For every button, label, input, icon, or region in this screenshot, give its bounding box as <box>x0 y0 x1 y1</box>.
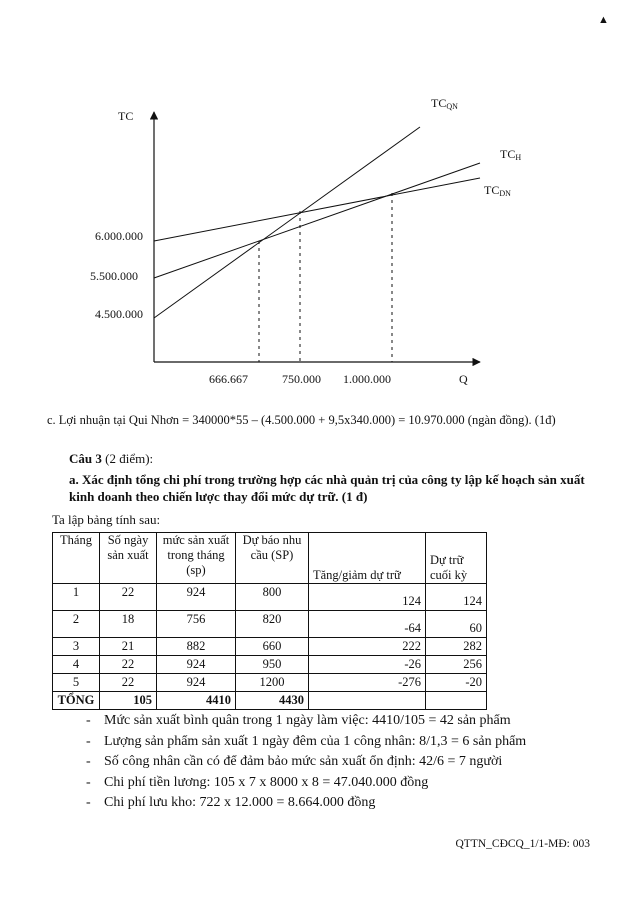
cell-forecast: 950 <box>236 656 309 674</box>
table-row <box>53 656 487 674</box>
total-forecast: 4430 <box>236 692 309 710</box>
cell-forecast: 1200 <box>236 674 309 692</box>
x-axis-label: Q <box>459 372 468 386</box>
th-production: mức sản xuất trong tháng (sp) <box>157 533 236 584</box>
footer-code: QTTN_CĐCQ_1/1-MĐ: 003 <box>455 838 590 850</box>
cell-forecast: 820 <box>236 611 309 638</box>
cell-month: 1 <box>53 584 100 611</box>
label-tc-qn: TCQN <box>431 96 458 111</box>
cell-month: 4 <box>53 656 100 674</box>
list-item: - Mức sản xuất bình quân trong 1 ngày làm việc: 4410/105 = 42 sản phẩm <box>86 711 526 732</box>
cell-end-stock: -20 <box>426 674 487 692</box>
list-item: - Số công nhân cần có để đảm bảo mức sản xuất ổn định: 42/6 = 7 người <box>86 752 526 773</box>
cell-end-stock: 124 <box>426 584 487 611</box>
cell-end-stock: 256 <box>426 656 487 674</box>
total-label: TỔNG <box>53 692 100 710</box>
cell-production: 924 <box>157 584 236 611</box>
list-item: - Chi phí lưu kho: 722 x 12.000 = 8.664.000 đồng <box>86 793 526 814</box>
table-header-row <box>53 533 487 584</box>
total-days: 105 <box>100 692 157 710</box>
th-month: Tháng <box>53 533 100 584</box>
line-tc-h <box>154 163 480 278</box>
profit-line: c. Lợi nhuận tại Qui Nhơn = 340000*55 – (4.500.000 + 9,5x340.000) = 10.970.000 (ngàn đồng). (1đ) <box>47 413 556 427</box>
label-tc-h: TCH <box>500 147 522 162</box>
th-end-stock: Dự trữ cuối kỳ <box>426 533 487 584</box>
cell-month: 3 <box>53 638 100 656</box>
cell-forecast: 800 <box>236 584 309 611</box>
y-tick-6000000: 6.000.000 <box>95 229 143 243</box>
inventory-table <box>52 532 487 710</box>
table-row <box>53 584 487 611</box>
cell-production: 924 <box>157 674 236 692</box>
cell-days: 21 <box>100 638 157 656</box>
total-production: 4410 <box>157 692 236 710</box>
calculation-list <box>86 711 526 814</box>
table-intro: Ta lập bảng tính sau: <box>52 512 161 527</box>
part-a-text: a. Xác định tổng chi phí trong trường hợp các nhà quản trị của công ty lập kế hoạch sản xuất kinh doanh theo chiến lược thay đổi mức dự trữ. (1 đ) <box>69 472 585 504</box>
cell-production: 882 <box>157 638 236 656</box>
th-change: Tăng/giảm dự trữ <box>309 533 426 584</box>
total-change <box>309 692 426 710</box>
y-tick-5500000: 5.500.000 <box>90 269 138 283</box>
line-tc-qn <box>154 127 420 318</box>
question-title: Câu 3 (2 điểm): <box>69 451 154 466</box>
cell-month: 5 <box>53 674 100 692</box>
corner-mark: ▲ <box>598 14 609 26</box>
list-item: - Lượng sản phẩm sản xuất 1 ngày đêm của 1 công nhân: 8/1,3 = 6 sản phẩm <box>86 732 526 753</box>
table-row <box>53 611 487 638</box>
x-tick-750000: 750.000 <box>282 372 321 386</box>
cell-change: 222 <box>309 638 426 656</box>
table-row <box>53 638 487 656</box>
th-days: Số ngày sản xuất <box>100 533 157 584</box>
table-row <box>53 674 487 692</box>
y-axis-label: TC <box>118 109 134 123</box>
cell-days: 22 <box>100 674 157 692</box>
cell-change: -276 <box>309 674 426 692</box>
cell-forecast: 660 <box>236 638 309 656</box>
cell-change: -64 <box>309 611 426 638</box>
cell-change: 124 <box>309 584 426 611</box>
cell-production: 756 <box>157 611 236 638</box>
cell-days: 22 <box>100 656 157 674</box>
cell-end-stock: 60 <box>426 611 487 638</box>
cell-days: 18 <box>100 611 157 638</box>
total-end-stock <box>426 692 487 710</box>
x-tick-1000000: 1.000.000 <box>343 372 391 386</box>
x-tick-666667: 666.667 <box>209 372 248 386</box>
th-forecast: Dự báo nhu cầu (SP) <box>236 533 309 584</box>
cell-month: 2 <box>53 611 100 638</box>
label-tc-dn: TCDN <box>484 183 511 198</box>
cell-days: 22 <box>100 584 157 611</box>
cell-production: 924 <box>157 656 236 674</box>
list-item: - Chi phí tiền lương: 105 x 7 x 8000 x 8 = 47.040.000 đồng <box>86 773 526 794</box>
table-total-row <box>53 692 487 710</box>
cell-change: -26 <box>309 656 426 674</box>
line-tc-dn <box>154 178 480 241</box>
cost-chart <box>0 0 638 400</box>
cell-end-stock: 282 <box>426 638 487 656</box>
y-tick-4500000: 4.500.000 <box>95 307 143 321</box>
